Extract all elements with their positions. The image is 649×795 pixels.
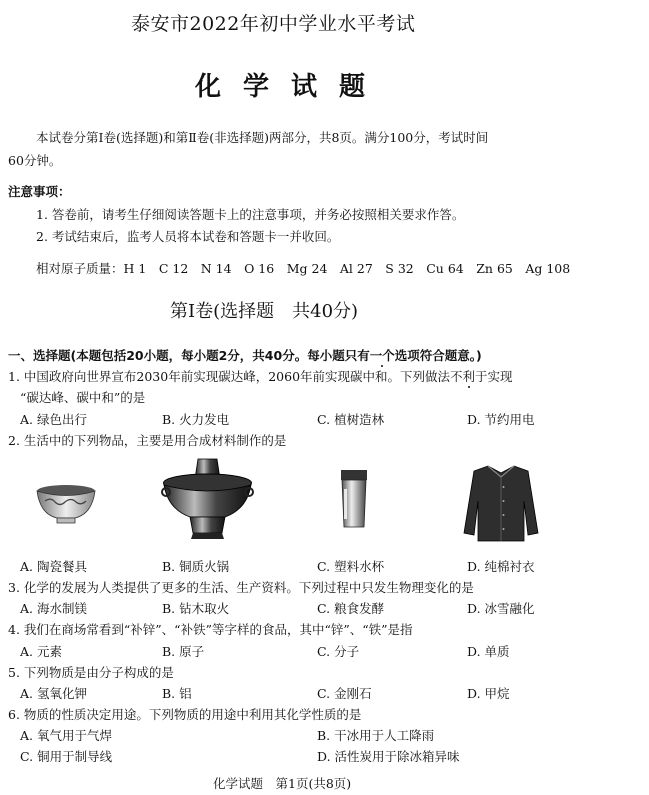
section-heading <box>8 346 482 364</box>
ceramic-bowl-image <box>35 484 97 526</box>
q1-stem-b: 实现 <box>487 369 513 384</box>
page-footer: 化学试题 第1页(共8页) <box>213 776 352 791</box>
q1-stem-line2: “碳达峰、碳中和”的是 <box>20 390 146 405</box>
q5-option-b: B. 铝 <box>162 686 192 701</box>
q5-option-a: A. 氢氧化钾 <box>20 686 87 701</box>
question-4-stem: 4. 我们在商场常看到“补锌”、“补铁”等字样的食品，其中“锌”、“铁”是指 <box>8 622 413 637</box>
plastic-cup-image <box>338 469 370 531</box>
question-6-stem: 6. 物质的性质决定用途。下列物质的用途中利用其化学性质的是 <box>8 707 362 722</box>
q5-option-d: D. 甲烷 <box>467 686 510 701</box>
part1-title: 第Ⅰ卷(选择题 共40分) <box>170 301 359 322</box>
q2-option-b: B. 铜质火锅 <box>162 559 230 574</box>
q5-option-c: C. 金刚石 <box>317 686 372 701</box>
exam-title: 泰安市2022年初中学业水平考试 <box>131 13 416 35</box>
q3-option-c: C. 粮食发酵 <box>317 601 385 616</box>
copper-hotpot-image <box>160 457 255 542</box>
cotton-shirt-image <box>462 463 540 543</box>
q1-option-c: C. 植树造林 <box>317 412 385 427</box>
question-3-stem: 3. 化学的发展为人类提供了更多的生活、生产资料。下列过程中只发生物理变化的是 <box>8 580 474 595</box>
q1-option-b: B. 火力发电 <box>162 412 230 427</box>
q4-option-a: A. 元素 <box>20 644 62 659</box>
section-heading-emph: 一个 <box>369 348 395 363</box>
q2-option-d: D. 纯棉衬衣 <box>467 559 535 574</box>
q3-option-d: D. 冰雪融化 <box>467 601 535 616</box>
q2-option-c: C. 塑料水杯 <box>317 559 385 574</box>
atomic-masses: 相对原子质量：H 1 C 12 N 14 O 16 Mg 24 Al 27 S 32 Cu 64 Zn 65 Ag 108 <box>36 261 571 276</box>
q4-option-c: C. 分子 <box>317 644 360 659</box>
question-2-stem: 2. 生活中的下列物品，主要是用合成材料制作的是 <box>8 433 287 448</box>
q1-stem-a: 1. 中国政府向世界宣布2030年前实现碳达峰，2060年前实现碳中和。下列做法 <box>8 369 451 384</box>
q6-option-d: D. 活性炭用于除冰箱异味 <box>317 749 460 764</box>
intro-line-1: 本试卷分第Ⅰ卷(选择题)和第Ⅱ卷(非选择题)两部分，共8页。满分100分，考试时间 <box>36 130 489 145</box>
q3-option-b: B. 钻木取火 <box>162 601 230 616</box>
subject-title: 化学试题 <box>195 72 388 102</box>
q2-option-a: A. 陶瓷餐具 <box>20 559 87 574</box>
q4-option-b: B. 原子 <box>162 644 205 659</box>
q6-option-b: B. 干冰用于人工降雨 <box>317 728 435 743</box>
q1-option-d: D. 节约用电 <box>467 412 535 427</box>
notice-item-2: 2. 考试结束后，监考人员将本试卷和答题卡一并收回。 <box>36 229 340 244</box>
notice-heading: 注意事项： <box>8 184 71 199</box>
question-1-stem <box>8 367 513 385</box>
intro-line-2: 60分钟。 <box>8 153 62 168</box>
q1-option-a: A. 绿色出行 <box>20 412 87 427</box>
q3-option-a: A. 海水制镁 <box>20 601 87 616</box>
q6-option-c: C. 铜用于制导线 <box>20 749 113 764</box>
q4-option-d: D. 单质 <box>467 644 510 659</box>
q1-stem-emph: 不利于 <box>450 369 488 384</box>
notice-item-1: 1. 答卷前，请考生仔细阅读答题卡上的注意事项，并务必按照相关要求作答。 <box>36 207 465 222</box>
question-5-stem: 5. 下列物质是由分子构成的是 <box>8 665 174 680</box>
q6-option-a: A. 氧气用于气焊 <box>20 728 112 743</box>
section-heading-a: 一、选择题(本题包括20小题，每小题2分，共40分。每小题只有 <box>8 348 370 363</box>
section-heading-b: 选项符合题意。) <box>394 348 482 363</box>
